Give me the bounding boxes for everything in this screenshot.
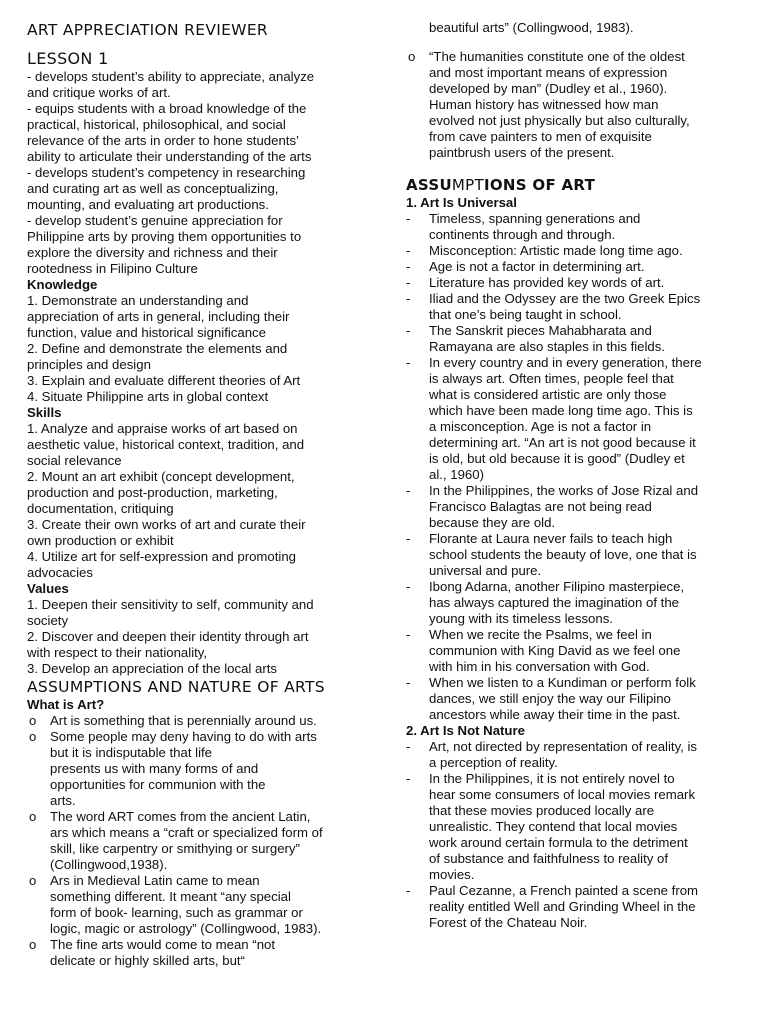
knowledge-line: 1. Demonstrate an understanding and	[27, 293, 249, 308]
dash-marker: -	[406, 883, 411, 898]
list-item-line: determining art. “An art is not good because it	[429, 435, 696, 450]
intro-line: - equips students with a broad knowledge of the	[27, 101, 307, 116]
list-item-line: that one’s being taught in school.	[429, 307, 622, 322]
list-item-line: Francisco Balagtas are not being read	[429, 499, 652, 514]
list-item-line: and most important means of expression	[429, 65, 668, 80]
list-item-line: a misconception. Age is not a factor in	[429, 419, 652, 434]
list-item	[27, 713, 367, 729]
list-item-line: work around certain formula to the detriment	[429, 835, 688, 850]
art-is-universal-list	[406, 211, 746, 723]
values-line: 2. Discover and deepen their identity through art	[27, 629, 309, 644]
knowledge-line: appreciation of arts in general, including their	[27, 309, 290, 324]
skills-block	[27, 421, 367, 581]
art-is-not-nature-list	[406, 739, 746, 931]
intro-line: - develop student’s genuine appreciation for	[27, 213, 283, 228]
bullet-marker: o	[408, 49, 416, 64]
intro-line: relevance of the arts in order to hone students’	[27, 133, 299, 148]
list-item-line: because they are old.	[429, 515, 556, 530]
list-item-line: Timeless, spanning generations and	[429, 211, 641, 226]
list-item	[27, 873, 367, 937]
skills-line: social relevance	[27, 453, 122, 468]
list-item-line: Ars in Medieval Latin came to mean	[50, 873, 260, 888]
list-item	[406, 259, 746, 275]
list-item	[406, 275, 746, 291]
list-item-line: from cave painters to men of exquisite	[429, 129, 652, 144]
dash-marker: -	[406, 243, 411, 258]
list-item-line: reality entitled Well and Grinding Wheel in the	[429, 899, 696, 914]
list-item	[27, 937, 367, 969]
list-item-line: delicate or highly skilled arts, but“	[50, 953, 245, 968]
list-item-line: The word ART comes from the ancient Latin,	[50, 809, 311, 824]
list-item-line: Florante at Laura never fails to teach high	[429, 531, 673, 546]
values-heading: Values	[27, 581, 69, 596]
list-item-line: that these movies produced locally are	[429, 803, 655, 818]
skills-line: documentation, critiquing	[27, 501, 174, 516]
dash-marker: -	[406, 211, 411, 226]
dash-marker: -	[406, 627, 411, 642]
list-item-line: communion with King David as we feel one	[429, 643, 681, 658]
list-item-line: hear some consumers of local movies remark	[429, 787, 696, 802]
list-item	[406, 675, 746, 723]
list-item	[406, 579, 746, 627]
list-item-line: In every country and in every generation, there	[429, 355, 702, 370]
heading-part: IONS OF ART	[483, 176, 596, 194]
dash-marker: -	[406, 675, 411, 690]
what-is-art-heading: What is Art?	[27, 697, 105, 712]
intro-line: - develops student’s competency in researching	[27, 165, 306, 180]
list-item-line: Iliad and the Odyssey are the two Greek Epics	[429, 291, 701, 306]
knowledge-heading: Knowledge	[27, 277, 98, 292]
knowledge-block	[27, 293, 367, 405]
list-item-line: has always captured the imagination of the	[429, 595, 679, 610]
bullet-marker: o	[29, 873, 37, 888]
values-line: society	[27, 613, 69, 628]
list-item	[406, 243, 746, 259]
list-item-line: developed by man” (Dudley et al., 1960).	[429, 81, 668, 96]
list-item	[406, 627, 746, 675]
dash-marker: -	[406, 291, 411, 306]
dash-marker: -	[406, 531, 411, 546]
list-item-line: al., 1960)	[429, 467, 484, 482]
list-item	[406, 483, 746, 531]
list-item-line: which have been made long time ago. This is	[429, 403, 693, 418]
list-item-line: ancestors while away their time in the past.	[429, 707, 681, 722]
dash-marker: -	[406, 355, 411, 370]
values-line: 3. Develop an appreciation of the local arts	[27, 661, 277, 676]
dash-marker: -	[406, 483, 411, 498]
list-item-line: The Sanskrit pieces Mahabharata and	[429, 323, 652, 338]
intro-line: explore the diversity and richness and their	[27, 245, 278, 260]
knowledge-line: function, value and historical significance	[27, 325, 266, 340]
list-item	[406, 771, 746, 883]
list-item-line: Literature has provided key words of art.	[429, 275, 665, 290]
dash-marker: -	[406, 739, 411, 754]
skills-line: 2. Mount an art exhibit (concept development,	[27, 469, 295, 484]
list-item-line: arts.	[50, 793, 76, 808]
intro-block	[27, 69, 367, 277]
list-item-line: a perception of reality.	[429, 755, 558, 770]
list-item-line: is always art. Often times, people feel that	[429, 371, 674, 386]
art-is-not-nature-heading: 2. Art Is Not Nature	[406, 723, 525, 738]
list-item	[27, 729, 367, 809]
list-item-line: form of book- learning, such as grammar or	[50, 905, 303, 920]
what-is-art-list	[27, 713, 367, 969]
list-item-line: Art, not directed by representation of reality, is	[429, 739, 698, 754]
left-column	[27, 0, 367, 969]
skills-line: advocacies	[27, 565, 93, 580]
skills-heading: Skills	[27, 405, 62, 420]
heading-part: ASSU	[406, 176, 452, 194]
list-item	[406, 739, 746, 771]
list-item-line: “The humanities constitute one of the oldest	[429, 49, 685, 64]
list-item-line: The fine arts would come to mean “not	[50, 937, 276, 952]
list-item-line: When we recite the Psalms, we feel in	[429, 627, 652, 642]
list-item	[406, 211, 746, 243]
intro-line: Philippine arts by proving them opportunities to	[27, 229, 302, 244]
skills-line: aesthetic value, historical context, tradition, and	[27, 437, 305, 452]
document-title: ART APPRECIATION REVIEWER	[27, 21, 268, 39]
list-item-line: Misconception: Artistic made long time ago.	[429, 243, 683, 258]
continued-line: beautiful arts” (Collingwood, 1983).	[429, 20, 634, 35]
list-item	[406, 531, 746, 579]
list-item-line: universal and pure.	[429, 563, 542, 578]
bullet-marker: o	[29, 937, 37, 952]
dash-marker: -	[406, 579, 411, 594]
knowledge-line: principles and design	[27, 357, 151, 372]
list-item-line: unrealistic. They contend that local movies	[429, 819, 678, 834]
knowledge-line: 3. Explain and evaluate different theories of Art	[27, 373, 301, 388]
list-item-line: In the Philippines, the works of Jose Rizal and	[429, 483, 699, 498]
intro-line: mounting, and evaluating art productions.	[27, 197, 269, 212]
skills-line: 1. Analyze and appraise works of art based on	[27, 421, 298, 436]
list-item-line: what is considered artistic are only those	[429, 387, 667, 402]
list-item	[406, 291, 746, 323]
list-item-line: Age is not a factor in determining art.	[429, 259, 645, 274]
list-item	[406, 49, 746, 161]
bullet-marker: o	[29, 809, 37, 824]
skills-line: production and post-production, marketing,	[27, 485, 278, 500]
skills-line: own production or exhibit	[27, 533, 174, 548]
intro-line: and critique works of art.	[27, 85, 171, 100]
intro-line: rootedness in Filipino Culture	[27, 261, 198, 276]
heading-part: MPT	[451, 176, 484, 194]
list-item-line: opportunities for communion with the	[50, 777, 266, 792]
list-item-line: but it is indisputable that life	[50, 745, 213, 760]
bullet-marker: o	[29, 729, 37, 744]
art-is-universal-heading: 1. Art Is Universal	[406, 195, 517, 210]
list-item-line: continents through and through.	[429, 227, 616, 242]
right-column	[406, 0, 746, 931]
dash-marker: -	[406, 323, 411, 338]
list-item-line: movies.	[429, 867, 475, 882]
bullet-marker: o	[29, 713, 37, 728]
intro-line: practical, historical, philosophical, and social	[27, 117, 286, 132]
dash-marker: -	[406, 275, 411, 290]
assumptions-of-art-heading	[406, 175, 746, 195]
list-item-line: skill, like carpentry or smithying or surgery”	[50, 841, 300, 856]
list-item	[406, 883, 746, 931]
list-item-line: In the Philippines, it is not entirely novel to	[429, 771, 675, 786]
dash-marker: -	[406, 259, 411, 274]
values-block	[27, 597, 367, 677]
list-item-line: Art is something that is perennially around us.	[50, 713, 317, 728]
values-line: with respect to their nationality,	[27, 645, 208, 660]
skills-line: 3. Create their own works of art and curate their	[27, 517, 306, 532]
list-item-line: is old, but old because it is good” (Dudley et	[429, 451, 685, 466]
values-line: 1. Deepen their sensitivity to self, community and	[27, 597, 314, 612]
list-item	[406, 323, 746, 355]
list-item-line: Human history has witnessed how man	[429, 97, 659, 112]
list-item-line: ars which means a “craft or specialized form of	[50, 825, 323, 840]
list-item-line: logic, magic or astrology” (Collingwood, 1983).	[50, 921, 322, 936]
list-item-line: Ibong Adarna, another Filipino masterpiece,	[429, 579, 685, 594]
list-item-line: young with its timeless lessons.	[429, 611, 613, 626]
list-item	[406, 355, 746, 483]
assumptions-nature-heading: ASSUMPTIONS AND NATURE OF ARTS	[27, 678, 325, 696]
list-item-line: Paul Cezanne, a French painted a scene from	[429, 883, 699, 898]
list-item-line: presents us with many forms of and	[50, 761, 259, 776]
list-item-line: When we listen to a Kundiman or perform folk	[429, 675, 696, 690]
list-item-line: Ramayana are also staples in this fields.	[429, 339, 666, 354]
skills-line: 4. Utilize art for self-expression and promoting	[27, 549, 296, 564]
list-item-line: Forest of the Chateau Noir.	[429, 915, 588, 930]
list-item-line: something different. It meant “any special	[50, 889, 291, 904]
dash-marker: -	[406, 771, 411, 786]
list-item-line: (Collingwood,1938).	[50, 857, 168, 872]
list-item-line: paintbrush users of the present.	[429, 145, 615, 160]
knowledge-line: 2. Define and demonstrate the elements and	[27, 341, 288, 356]
knowledge-line: 4. Situate Philippine arts in global context	[27, 389, 269, 404]
lesson-heading: LESSON 1	[27, 49, 109, 68]
list-item-line: of substance and faithfulness to reality of	[429, 851, 668, 866]
list-item-line: with him in his conversation with God.	[429, 659, 650, 674]
list-item-line: dances, we still enjoy the way our Filipino	[429, 691, 671, 706]
intro-line: ability to articulate their understanding of the arts	[27, 149, 312, 164]
list-item-line: school students the beauty of love, one that is	[429, 547, 697, 562]
intro-line: and curating art as well as conceptualizing,	[27, 181, 279, 196]
list-item	[27, 809, 367, 873]
list-item-line: Some people may deny having to do with arts	[50, 729, 317, 744]
list-item-line: evolved not just physically but also culturally,	[429, 113, 690, 128]
intro-line: - develops student’s ability to appreciate, analyze	[27, 69, 315, 84]
